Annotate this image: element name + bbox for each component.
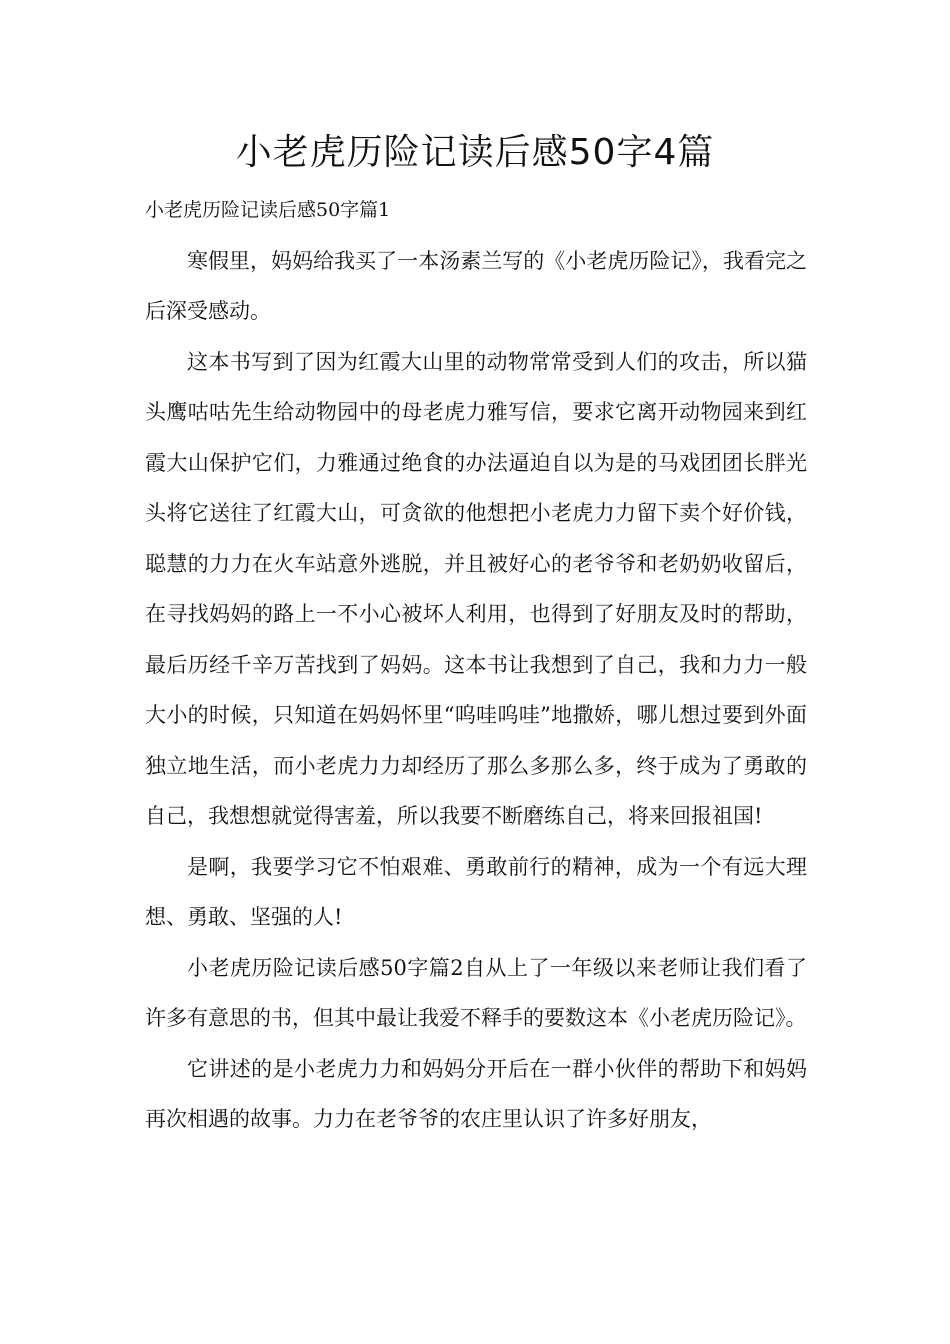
paragraph: 小老虎历险记读后感50字篇2自从上了一年级以来老师让我们看了许多有意思的书，但其中最让我爱不释手的要数这本《小老虎历险记》。 — [145, 955, 807, 1030]
paragraph: 这本书写到了因为红霞大山里的动物常常受到人们的攻击，所以猫头鹰咕咕先生给动物园中的母老虎力雅写信，要求它离开动物园来到红霞大山保护它们，力雅通过绝食的办法逼迫自以为是的马戏团团长胖光头将它送往了红霞大山，可贪欲的他想把小老虎力力留下卖个好价钱，聪慧的力力在火车站意外逃脱，并且被好心的老爷爷和老奶奶收留后，在寻找妈妈的路上一不小心被坏人利用，也得到了好朋友及时的帮助，最后历经千辛万苦找到了妈妈。这本书让我想到了自己，我和力力一般大小的时候，只知道在妈妈怀里“呜哇呜哇”地撒娇，哪儿想过要到外面独立地生活，而小老虎力力却经历了那么多那么多，终于成为了勇敢的自己，我想想就觉得害羞，所以我要不断磨练自己，将来回报祖国! — [145, 349, 807, 828]
paragraph: 是啊，我要学习它不怕艰难、勇敢前行的精神，成为一个有远大理想、勇敢、坚强的人! — [145, 854, 807, 929]
paragraph: 它讲述的是小老虎力力和妈妈分开后在一群小伙伴的帮助下和妈妈再次相遇的故事。力力在老爷爷的农庄里认识了许多好朋友， — [145, 1056, 807, 1131]
document-body — [145, 185, 807, 1145]
document-title: 小老虎历险记读后感50字4篇 — [235, 132, 715, 173]
paragraph: 寒假里，妈妈给我买了一本汤素兰写的《小老虎历险记》，我看完之后深受感动。 — [145, 248, 807, 323]
section-heading: 小老虎历险记读后感50字篇1 — [145, 199, 391, 221]
